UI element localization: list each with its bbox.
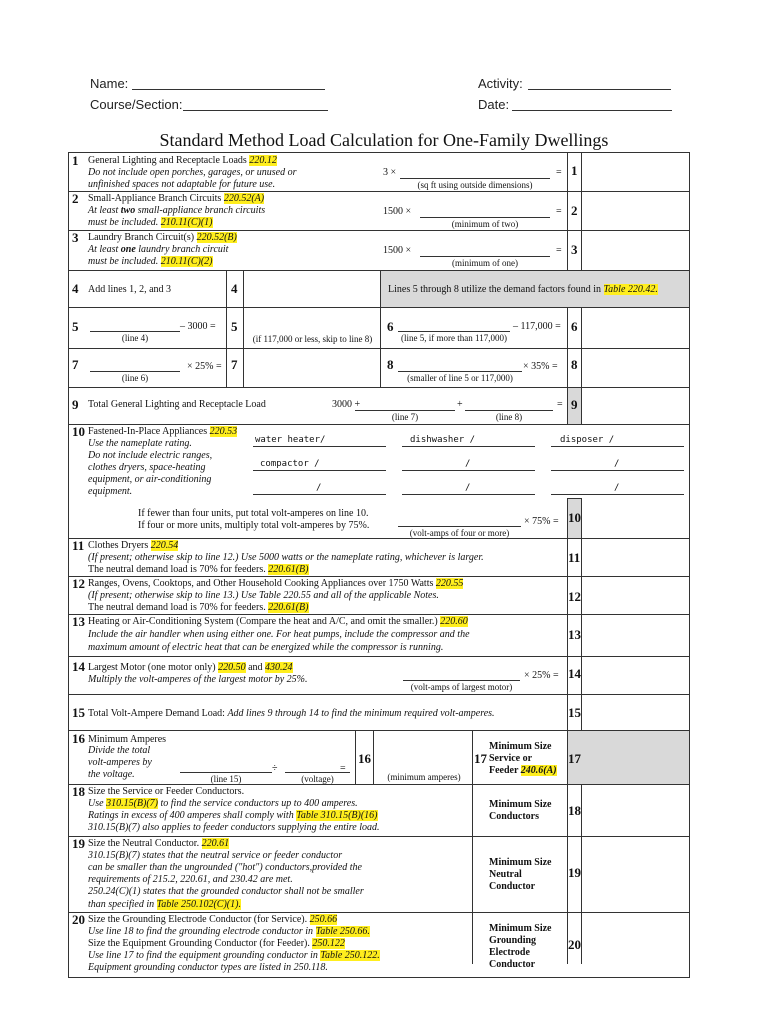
name-label: Name:: [90, 76, 129, 91]
handwritten-entry: water heater/: [255, 435, 326, 445]
name-field[interactable]: [132, 89, 325, 90]
appliance-field-4[interactable]: [253, 470, 386, 471]
code-ref: 220.12: [249, 155, 277, 166]
line8-input[interactable]: [398, 371, 522, 372]
line3-label: Laundry Branch Circuit(s) 220.52(B): [88, 232, 237, 243]
appliance-field-8[interactable]: [402, 494, 535, 495]
handwritten-entry: compactor /: [260, 459, 320, 469]
appliance-field-2[interactable]: [402, 446, 535, 447]
line5-input[interactable]: [90, 331, 180, 332]
line9-input-b[interactable]: [465, 410, 553, 411]
handwritten-entry: disposer /: [560, 435, 615, 445]
course-field[interactable]: [183, 110, 328, 111]
date-label: Date:: [478, 97, 510, 112]
line6-input[interactable]: [398, 331, 510, 332]
handwritten-entry: /: [614, 459, 620, 469]
line10-label: Fastened-In-Place Appliances 220.53: [88, 426, 238, 437]
date-field[interactable]: [512, 110, 672, 111]
handwritten-entry: /: [465, 483, 471, 493]
handwritten-entry: /: [316, 483, 322, 493]
appliance-field-6[interactable]: [551, 470, 684, 471]
line1-label: General Lighting and Receptacle Loads 220.12: [88, 155, 277, 166]
demand-factor-note: Lines 5 through 8 utilize the demand factors found in Table 220.42.: [388, 284, 658, 295]
activity-label: Activity:: [478, 76, 523, 91]
appliance-field-1[interactable]: [253, 446, 386, 447]
line14-input[interactable]: [403, 680, 520, 681]
line7-input[interactable]: [90, 371, 180, 372]
course-label: Course/Section:: [90, 97, 183, 112]
line1-input[interactable]: [400, 178, 550, 179]
appliance-field-9[interactable]: [551, 494, 684, 495]
page-title: Standard Method Load Calculation for One-Family Dwellings: [159, 130, 609, 150]
line3-input[interactable]: [420, 256, 550, 257]
line10-input[interactable]: [398, 526, 521, 527]
activity-field[interactable]: [528, 89, 671, 90]
line2-input[interactable]: [420, 217, 550, 218]
line16-input-a[interactable]: [180, 772, 272, 773]
handwritten-entry: /: [465, 459, 471, 469]
appliance-field-5[interactable]: [402, 470, 535, 471]
handwritten-entry: /: [614, 483, 620, 493]
appliance-field-7[interactable]: [253, 494, 386, 495]
handwritten-entry: dishwasher /: [410, 435, 476, 445]
line2-label: Small-Appliance Branch Circuits 220.52(A): [88, 193, 265, 204]
appliance-field-3[interactable]: [551, 446, 684, 447]
line9-input-a[interactable]: [355, 410, 455, 411]
